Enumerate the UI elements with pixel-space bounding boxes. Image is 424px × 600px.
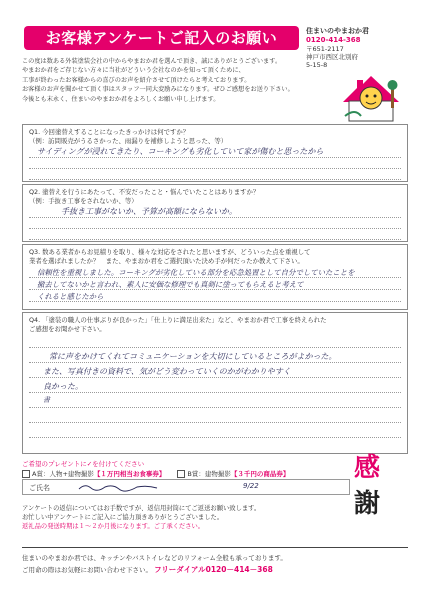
question-3-title-continued: 業者を選ばれましたか？ また、やまおか君をご選択頂いた決め手が何だったか教えて下さい。 [29, 257, 304, 265]
question-1-example: （例：訪問販売がうるさかった、雨漏りを補修しようと思った、等） [29, 137, 228, 145]
question-3-title: Q3. 数ある業者からお見積りを取り、様々な対応をされたと思いますが、どういった点を重視して [29, 248, 311, 256]
answer-line [29, 289, 401, 290]
gift-option-b[interactable] [177, 469, 289, 478]
intro-line: この度は数ある外装塗装会社の中からやまおか君を選んで頂き、誠にありがとうございます。 [22, 58, 282, 65]
checkbox-a[interactable] [22, 470, 30, 478]
kansha-char-1: 感 [354, 453, 381, 483]
question-4-title: Q4. 「塗装の職人の仕事ぶりが良かった」「仕上りに満足出来た」など、やまおか君で工事を終えられた [29, 316, 327, 324]
gift-option-a-label: A賞：人物+建物撮影 [32, 470, 94, 478]
handwritten-signature [77, 482, 167, 492]
gift-note: ご希望のプレゼントに✓を付けてください [22, 460, 145, 468]
answer-line [29, 437, 401, 438]
footnote-thanks: お忙しい中アンケートにご記入にご協力頂きありがとうございました。 [22, 514, 224, 521]
mascot-illustration [335, 58, 407, 124]
company-name: 住まいのやまおか君 [306, 27, 369, 35]
kansha-char-2: 謝 [354, 489, 381, 519]
bottom-notice-1: 住まいのやまおか君では、キッチンやバストイレなどのリフォーム全般も承っております。 [22, 554, 287, 562]
answer-line [29, 277, 401, 278]
intro-line: 工事が終わったお客様からの喜びのお声を紹介させて頂けたらと考えております。 [22, 76, 251, 84]
company-postal: 〒651-2117 [306, 45, 344, 53]
answer-line [29, 347, 401, 348]
date-value: 9/22 [243, 482, 259, 490]
question-1-title: Q1. 今回塗替えすることになったきっかけは何ですか？ [29, 128, 190, 136]
question-1-box [22, 124, 408, 182]
bottom-notice-2 [22, 565, 273, 575]
footnote-return: アンケートの返信についてはお手数ですが、返信用封筒にてご返送お願い致します。 [22, 505, 261, 512]
question-2-box [22, 184, 408, 242]
question-4-answer: また、写真付きの資料で、気がどう変わっていくのかがわかりやすく [43, 367, 291, 376]
intro-line: お客様のお声を聞かせて頂く事はスタッフ一同大変励みになります。ぜひご感想をお送り下さい。 [22, 86, 294, 94]
question-2-title: Q2. 塗替えを行うにあたって、不安だったこと・悩んでいたことはありますか？ [29, 188, 260, 196]
gift-options [22, 469, 289, 478]
question-1-answer: サイディングが浸れてきたり、コーキングも劣化していて家が傷むと思ったから [37, 147, 324, 156]
free-dial-number[interactable]: フリーダイアル0120－414－368 [154, 565, 273, 574]
answer-line [29, 301, 401, 302]
question-3-answer: くれると感じたから [37, 292, 104, 301]
question-4-answer: 良かった。 [43, 382, 83, 391]
question-2-answer: 手抜き工事がないか、予算が高額にならないか。 [61, 207, 237, 216]
answer-line [29, 168, 401, 169]
divider [22, 547, 408, 548]
intro-line: やまおか君をご存じない方々に当社がどういう会社なのかを知って頂くために、 [22, 67, 245, 75]
answer-line [29, 179, 401, 180]
name-field-label: ご氏名 [29, 484, 50, 492]
question-3-answer: 撤去してないかと言われ、素人に安価な修理でも真剣に塗ってもらえると考えて [37, 280, 304, 289]
company-address-1: 神戸市西区北別府 [306, 53, 358, 61]
kansha-calligraphy [354, 450, 390, 522]
question-4-title-continued: ご感想をお聞かせ下さい。 [29, 325, 106, 333]
answer-line [29, 157, 401, 158]
gift-option-b-label: B賞：建物撮影 [187, 470, 231, 478]
checkbox-b[interactable] [177, 470, 185, 478]
answer-line [29, 377, 401, 378]
intro-line: 今後とも末永く、住まいのやまおか君をよろしくお願い申し上げます。 [22, 95, 220, 103]
answer-line [29, 407, 401, 408]
name-field[interactable] [22, 479, 350, 495]
answer-line [29, 217, 401, 218]
gift-option-b-prize: 【３千円の商品券】 [230, 470, 290, 478]
company-address-2: 5-15-8 [306, 61, 328, 69]
question-4-answer: 常に声をかけてくれてコミュニケーションを大切にしているところがよかった。 [49, 352, 337, 361]
page-title: お客様アンケートご記入のお願い [24, 26, 299, 50]
bottom-notice-text: ご用命の際はお気軽にお問い合わせ下さい。 [22, 566, 152, 574]
question-3-answer: 信頼性を重視しました。コーキングが劣化している部分を応急処置として自分でしていたことを [37, 268, 355, 277]
answer-line [29, 392, 401, 393]
answer-line [29, 228, 401, 229]
intro-text [22, 57, 322, 104]
gift-option-a[interactable] [22, 469, 165, 478]
gift-option-a-prize: 【１万円相当お食事券】 [93, 470, 166, 478]
answer-line [29, 362, 401, 363]
question-4-answer: 書 [43, 396, 50, 404]
footnote-shipping: 返礼品の発送時期は１～２か月後になります。ご了承ください。 [22, 523, 205, 530]
answer-line [29, 239, 401, 240]
question-3-box [22, 244, 408, 310]
answer-line [29, 422, 401, 423]
question-2-example: （例：手抜き工事をされないか、等） [29, 197, 138, 205]
company-tel: 0120-414-368 [306, 36, 361, 44]
question-4-box [22, 312, 408, 454]
